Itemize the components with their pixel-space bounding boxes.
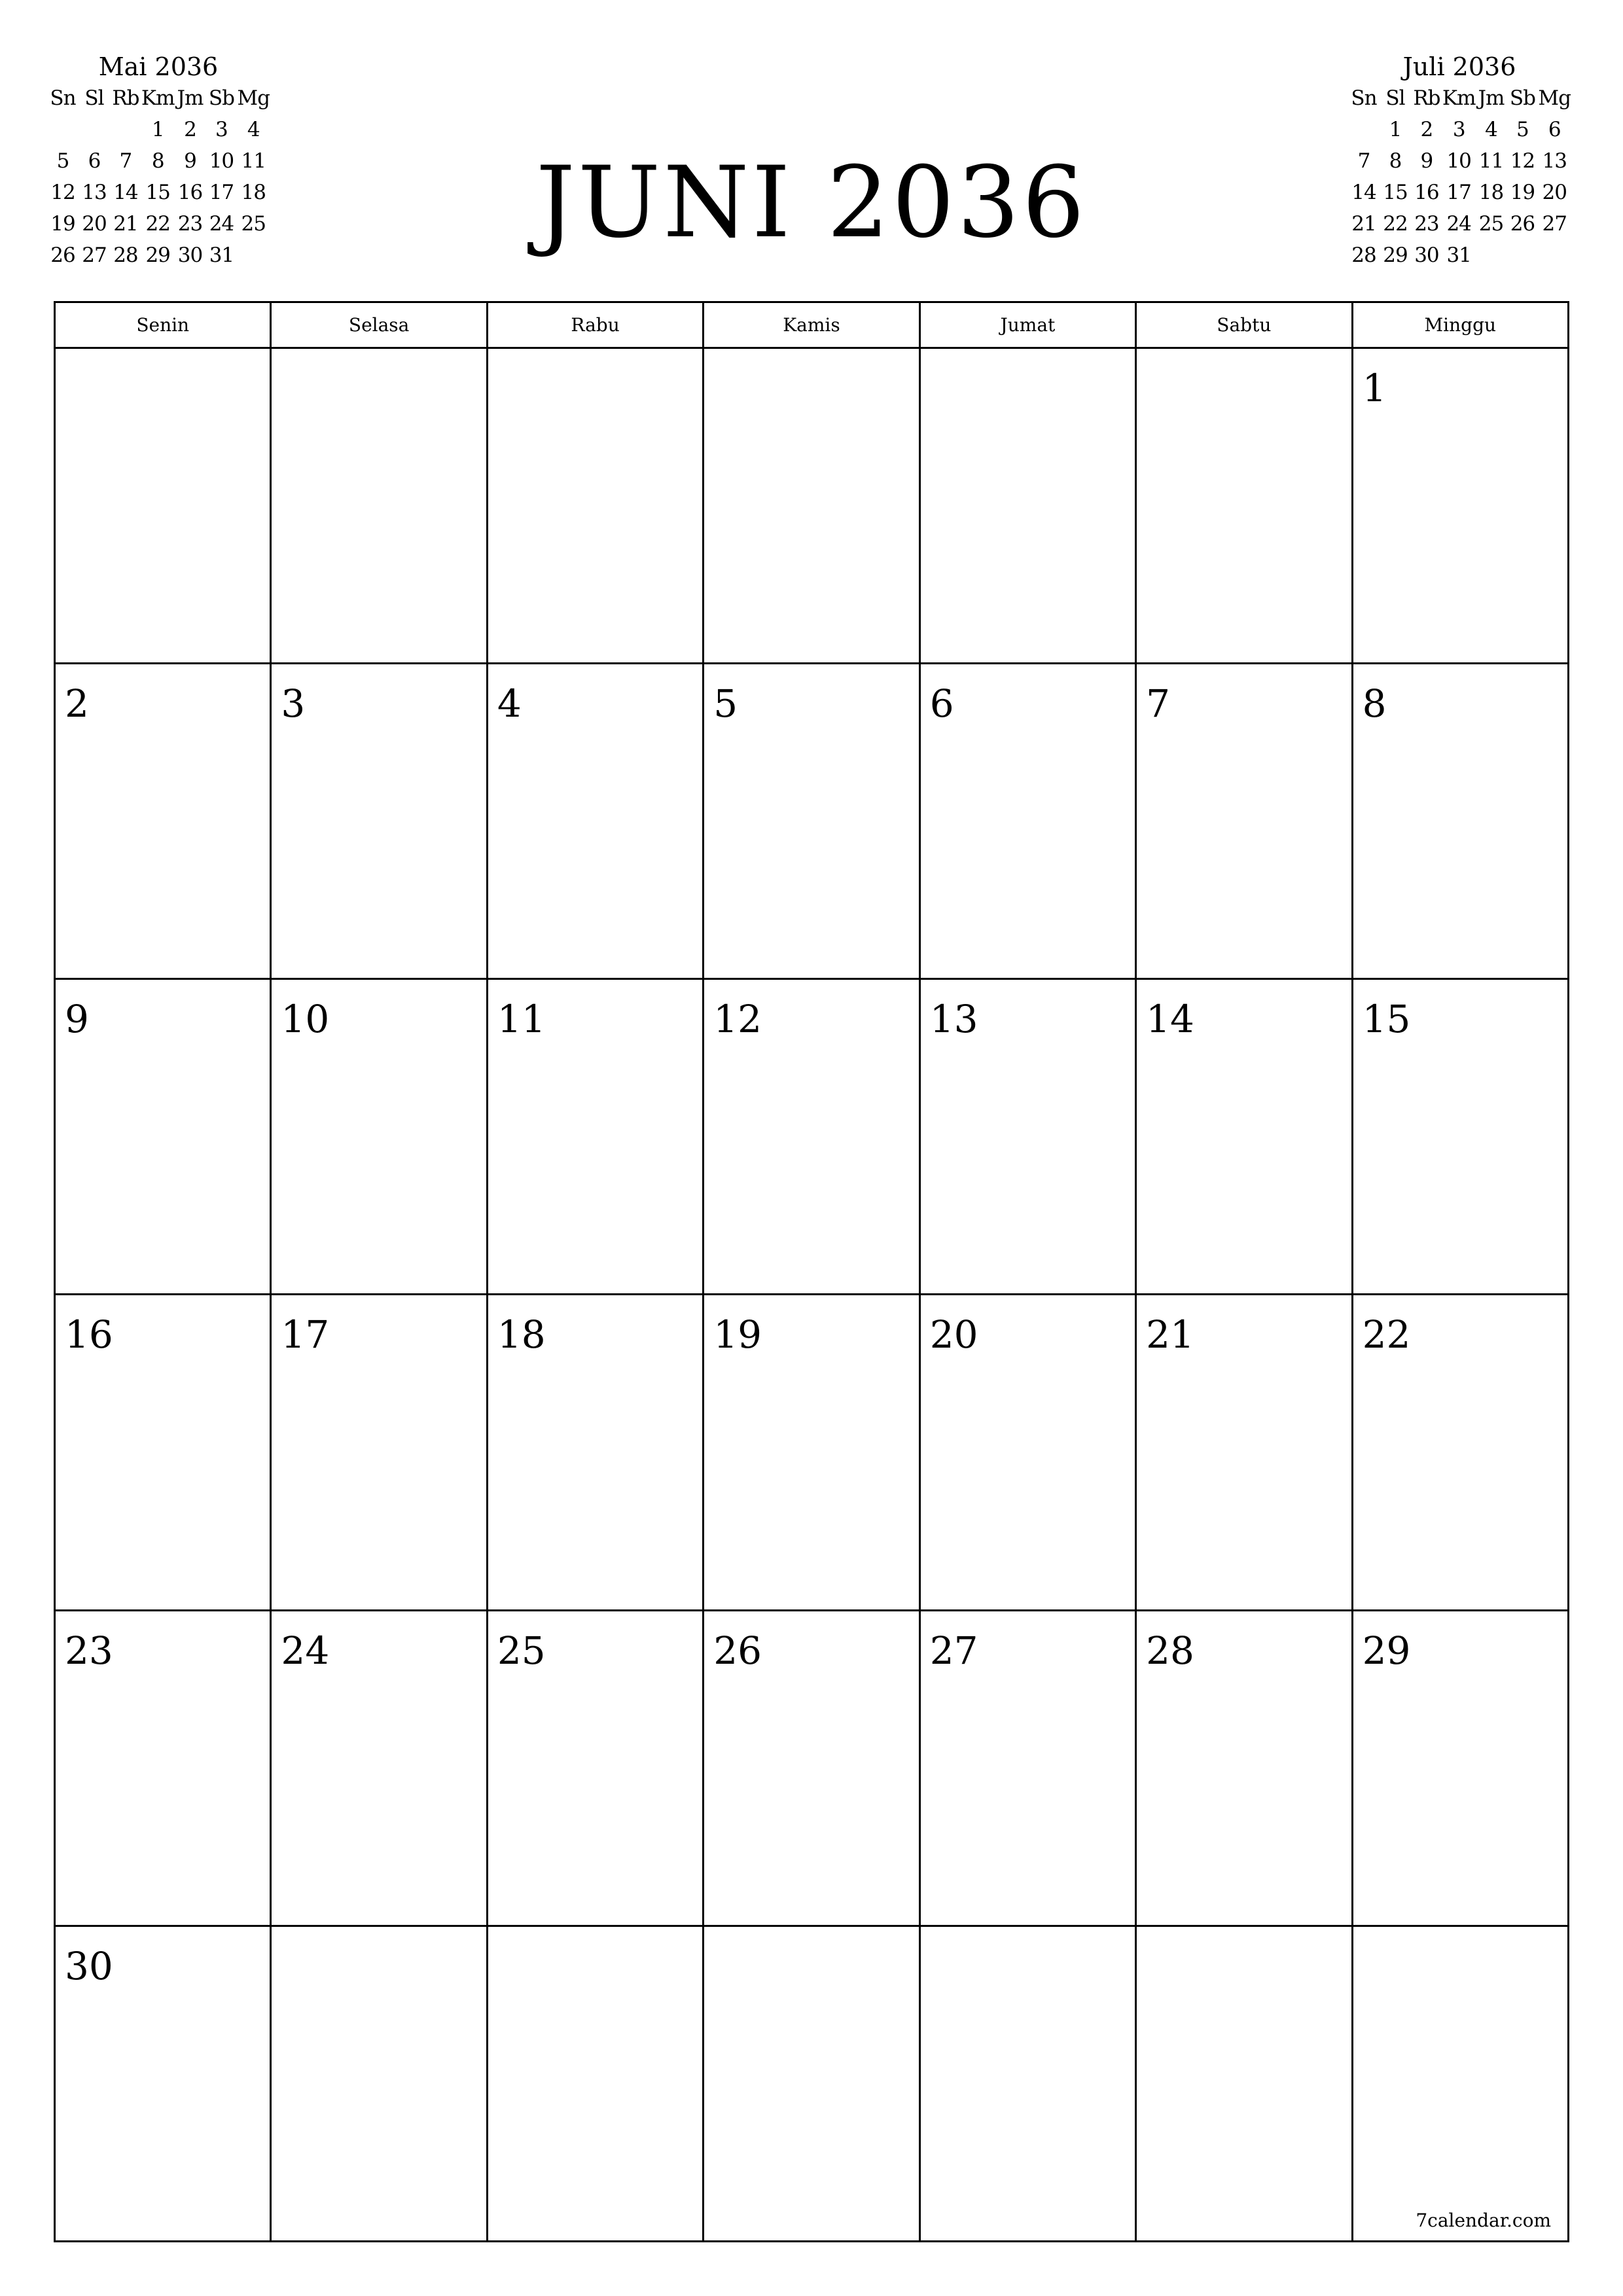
day-number: 19 [713,1312,762,1357]
mini-prev-day: 25 [241,212,266,236]
weekday-header: Sabtu [1137,303,1353,349]
mini-next-day: 27 [1542,212,1567,236]
mini-prev-day: 29 [145,243,170,267]
day-cell [56,1927,272,2242]
day-number: 30 [65,1943,113,1988]
day-number: 26 [713,1628,762,1673]
mini-prev-day: 22 [145,212,170,236]
day-cell [704,1295,920,1611]
mini-next-day: 9 [1420,149,1433,173]
mini-next-day: 14 [1351,181,1376,204]
day-cell [272,1611,488,1927]
day-cell [704,1611,920,1927]
day-number: 2 [65,681,89,726]
day-cell [1137,1611,1353,1927]
weekday-header: Jumat [921,303,1137,349]
day-cell [921,1927,1137,2242]
mini-prev-day: 17 [209,181,234,204]
mini-prev-day: 19 [50,212,75,236]
day-cell [1137,980,1353,1295]
mini-next-weekday: Mg [1538,86,1571,110]
mini-prev-day: 15 [145,181,170,204]
mini-prev-day [79,114,110,145]
month-grid [54,301,1569,2242]
day-cell [921,980,1137,1295]
mini-prev-day: 2 [184,118,196,141]
mini-next-day [1507,240,1538,271]
mini-prev-day: 3 [215,118,228,141]
weekday-header: Selasa [272,303,488,349]
day-cell [488,349,704,664]
day-cell [488,1295,704,1611]
day-cell [921,1295,1137,1611]
mini-prev-day: 9 [184,149,196,173]
day-cell [272,664,488,980]
day-cell [921,1611,1137,1927]
mini-prev-day: 7 [119,149,132,173]
day-number: 18 [497,1312,546,1357]
mini-next-day: 31 [1446,243,1471,267]
day-cell [272,1295,488,1611]
mini-calendar-prev-title: Mai 2036 [98,52,219,81]
mini-prev-day: 12 [50,181,75,204]
mini-next-day: 23 [1414,212,1439,236]
mini-next-day: 3 [1452,118,1465,141]
mini-prev-day: 11 [241,149,266,173]
mini-next-day: 24 [1446,212,1471,236]
mini-next-day: 21 [1351,212,1376,236]
day-number: 12 [713,997,762,1042]
weekday-header: Senin [56,303,272,349]
weekday-header: Kamis [704,303,920,349]
day-cell [1353,349,1569,664]
mini-prev-weekday: Km [141,86,175,110]
day-number: 11 [497,997,546,1042]
day-number: 16 [65,1312,113,1357]
mini-prev-day: 30 [177,243,203,267]
day-number: 23 [65,1628,113,1673]
mini-prev-day: 27 [82,243,107,267]
day-number: 20 [929,1312,978,1357]
mini-next-weekday: Sl [1385,86,1405,110]
mini-next-day: 15 [1383,181,1408,204]
mini-prev-day: 8 [151,149,164,173]
day-cell [704,980,920,1295]
mini-next-day: 1 [1389,118,1402,141]
day-number: 7 [1146,681,1171,726]
day-cell [1137,349,1353,664]
mini-next-day: 28 [1351,243,1376,267]
mini-prev-day: 26 [50,243,75,267]
day-number: 4 [497,681,522,726]
day-number: 21 [1146,1312,1194,1357]
mini-prev-weekday: Jm [177,86,204,110]
day-number: 6 [929,681,954,726]
day-number: 15 [1362,997,1411,1042]
day-cell [272,349,488,664]
day-cell [1137,664,1353,980]
day-cell [704,1927,920,2242]
mini-next-day: 6 [1548,118,1561,141]
day-number: 25 [497,1628,546,1673]
mini-prev-weekday: Sb [208,86,234,110]
mini-next-day: 29 [1383,243,1408,267]
day-cell [704,664,920,980]
mini-next-day: 4 [1485,118,1497,141]
day-number: 10 [281,997,330,1042]
day-cell [1353,1927,1569,2242]
mini-next-weekday: Rb [1413,86,1440,110]
day-cell [1353,1295,1569,1611]
day-cell [488,1927,704,2242]
mini-prev-day: 16 [177,181,203,204]
mini-next-day: 16 [1414,181,1439,204]
day-number: 27 [929,1628,978,1673]
day-number: 14 [1146,997,1194,1042]
mini-prev-day: 1 [151,118,164,141]
mini-prev-day [47,114,79,145]
day-number: 24 [281,1628,330,1673]
day-cell [1353,1611,1569,1927]
mini-next-day [1538,240,1571,271]
weekday-header: Minggu [1353,303,1569,349]
day-number: 5 [713,681,738,726]
day-number: 1 [1362,366,1387,410]
mini-next-day: 7 [1357,149,1370,173]
mini-next-day: 12 [1510,149,1535,173]
mini-prev-day: 31 [209,243,234,267]
mini-prev-day: 13 [82,181,107,204]
day-number: 29 [1362,1628,1411,1673]
mini-next-day: 17 [1446,181,1471,204]
mini-calendar-next-title: Juli 2036 [1402,52,1516,81]
weekday-header: Rabu [488,303,704,349]
mini-prev-weekday: Sl [84,86,104,110]
day-number: 17 [281,1312,330,1357]
day-cell [488,1611,704,1927]
mini-next-day: 11 [1478,149,1504,173]
day-cell [1137,1295,1353,1611]
mini-next-day: 2 [1420,118,1433,141]
mini-next-day: 26 [1510,212,1535,236]
mini-next-day: 8 [1389,149,1402,173]
mini-next-day: 25 [1478,212,1504,236]
mini-prev-day: 18 [241,181,266,204]
mini-prev-weekday: Mg [237,86,270,110]
day-number: 9 [65,997,89,1042]
day-number: 8 [1362,681,1387,726]
mini-calendar-next [1348,51,1571,271]
day-number: 28 [1146,1628,1194,1673]
day-cell [704,349,920,664]
day-cell [56,980,272,1295]
mini-next-weekday: Km [1442,86,1476,110]
day-cell [1353,980,1569,1295]
day-cell [56,1611,272,1927]
mini-prev-day: 5 [56,149,69,173]
mini-next-day: 18 [1478,181,1504,204]
mini-next-day: 30 [1414,243,1439,267]
mini-next-day: 20 [1542,181,1567,204]
day-cell [921,349,1137,664]
mini-prev-weekday: Sn [50,86,76,110]
mini-prev-day: 14 [113,181,138,204]
mini-prev-day: 4 [247,118,260,141]
mini-next-day: 22 [1383,212,1408,236]
day-number: 13 [929,997,978,1042]
mini-next-weekday: Sn [1351,86,1377,110]
day-cell [272,980,488,1295]
page-title: JUNI 2036 [535,146,1088,260]
mini-prev-day: 24 [209,212,234,236]
mini-prev-day: 10 [209,149,234,173]
mini-prev-weekday: Rb [112,86,139,110]
day-cell [1137,1927,1353,2242]
day-number: 3 [281,681,306,726]
mini-next-day: 10 [1446,149,1471,173]
mini-next-day [1475,240,1507,271]
mini-next-day: 19 [1510,181,1535,204]
day-cell [1353,664,1569,980]
mini-prev-day: 21 [113,212,138,236]
footer-credit: 7calendar.com [1416,2210,1551,2231]
mini-prev-day: 6 [88,149,101,173]
day-cell [921,664,1137,980]
mini-next-weekday: Sb [1509,86,1535,110]
day-cell [56,664,272,980]
mini-prev-day: 20 [82,212,107,236]
day-cell [488,664,704,980]
day-cell [488,980,704,1295]
mini-next-weekday: Jm [1478,86,1505,110]
day-cell [56,1295,272,1611]
mini-calendar-next-grid [1348,82,1571,271]
day-cell [56,349,272,664]
mini-prev-day: 28 [113,243,138,267]
day-number: 22 [1362,1312,1411,1357]
mini-next-day: 5 [1516,118,1529,141]
mini-next-day: 13 [1542,149,1567,173]
mini-next-day [1348,114,1380,145]
day-cell [272,1927,488,2242]
mini-prev-day [110,114,141,145]
mini-prev-day: 23 [177,212,203,236]
